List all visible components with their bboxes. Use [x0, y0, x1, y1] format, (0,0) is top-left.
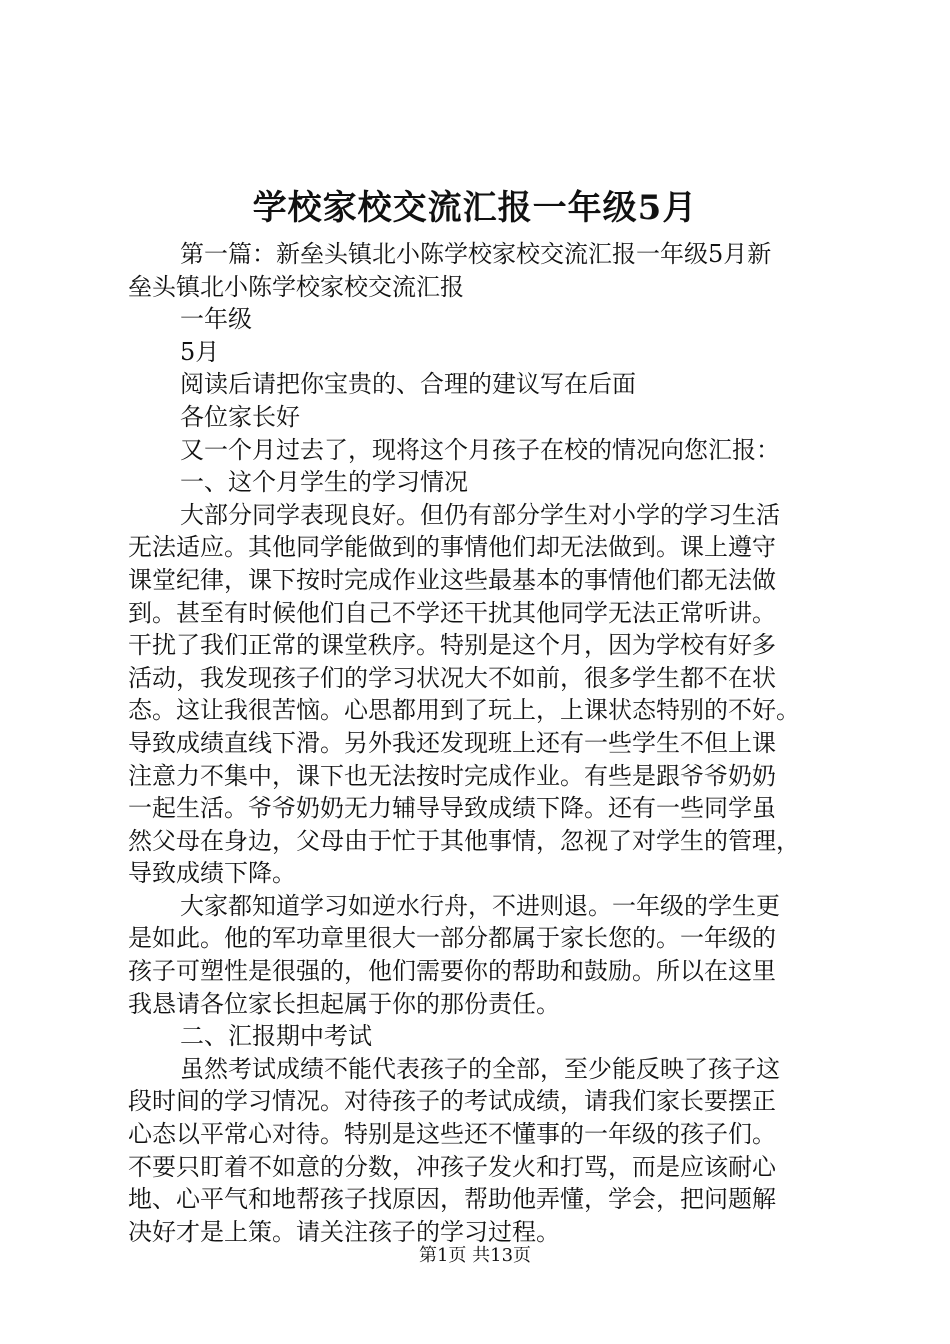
document-body	[128, 238, 848, 1248]
body-line: 心态以平常心对待。特别是这些还不懂事的一年级的孩子们。	[128, 1120, 776, 1149]
body-line: 不要只盯着不如意的分数，冲孩子发火和打骂，而是应该耐心	[128, 1152, 776, 1181]
body-line: 一年级	[180, 305, 252, 334]
body-line: 垒头镇北小陈学校家校交流汇报	[128, 272, 464, 301]
body-line: 决好才是上策。请关注孩子的学习过程。	[128, 1217, 560, 1246]
document-title: 学校家校交流汇报一年级5月	[252, 188, 698, 228]
body-line: 二、汇报期中考试	[180, 1022, 372, 1051]
body-line: 导致成绩下降。	[128, 859, 296, 888]
body-line: 5月	[180, 337, 220, 366]
body-line: 一起生活。爷爷奶奶无力辅导导致成绩下降。还有一些同学虽	[128, 794, 776, 823]
body-line: 我恳请各位家长担起属于你的那份责任。	[128, 989, 560, 1018]
page-indicator: 第1页 共13页	[418, 1245, 532, 1266]
body-line: 一、这个月学生的学习情况	[180, 468, 468, 497]
body-line: 是如此。他的军功章里很大一部分都属于家长您的。一年级的	[128, 924, 776, 953]
body-line: 课堂纪律，课下按时完成作业这些最基本的事情他们都无法做	[128, 565, 776, 594]
body-line: 然父母在身边，父母由于忙于其他事情，忽视了对学生的管理，	[128, 826, 800, 855]
body-line: 到。甚至有时候他们自己不学还干扰其他同学无法正常听讲。	[128, 598, 776, 627]
body-line: 大家都知道学习如逆水行舟，不进则退。一年级的学生更	[180, 891, 780, 920]
body-line: 注意力不集中，课下也无法按时完成作业。有些是跟爷爷奶奶	[128, 761, 776, 790]
body-line: 又一个月过去了，现将这个月孩子在校的情况向您汇报：	[180, 435, 780, 464]
body-line: 孩子可塑性是很强的，他们需要你的帮助和鼓励。所以在这里	[128, 957, 776, 986]
body-line: 无法适应。其他同学能做到的事情他们却无法做到。课上遵守	[128, 533, 776, 562]
body-line: 阅读后请把你宝贵的、合理的建议写在后面	[180, 370, 636, 399]
body-line: 导致成绩直线下滑。另外我还发现班上还有一些学生不但上课	[128, 728, 776, 757]
body-line: 第一篇：新垒头镇北小陈学校家校交流汇报一年级5月新	[180, 240, 772, 268]
body-line: 大部分同学表现良好。但仍有部分学生对小学的学习生活	[180, 500, 780, 529]
body-line: 段时间的学习情况。对待孩子的考试成绩，请我们家长要摆正	[128, 1087, 776, 1116]
body-line: 活动，我发现孩子们的学习状况大不如前，很多学生都不在状	[128, 663, 776, 692]
body-line: 虽然考试成绩不能代表孩子的全部，至少能反映了孩子这	[180, 1054, 780, 1083]
body-line: 干扰了我们正常的课堂秩序。特别是这个月，因为学校有好多	[128, 631, 776, 660]
body-line: 地、心平气和地帮孩子找原因，帮助他弄懂，学会，把问题解	[128, 1185, 776, 1214]
body-line: 态。这让我很苦恼。心思都用到了玩上，上课状态特别的不好。	[128, 696, 800, 725]
body-line: 各位家长好	[180, 402, 300, 431]
